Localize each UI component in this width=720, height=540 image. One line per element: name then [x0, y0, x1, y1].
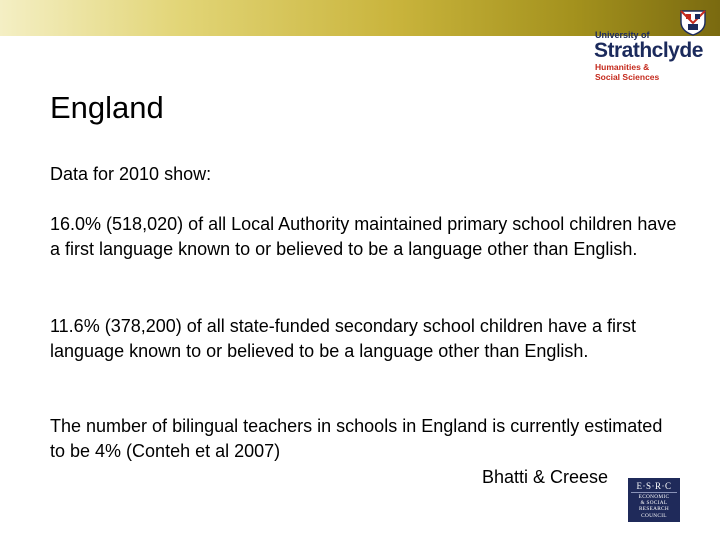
logo-strathclyde: Strathclyde: [594, 39, 703, 62]
citation-authors: Bhatti & Creese: [482, 467, 609, 487]
esrc-logo-line2: & SOCIAL: [640, 500, 668, 507]
paragraph-primary-schools: 16.0% (518,020) of all Local Authority maintained primary school children have a first language known to or believed to be a language other than English.: [50, 214, 677, 259]
logo-faculty-line2: Social Sciences: [595, 71, 660, 82]
slide-title: England: [50, 90, 164, 125]
paragraph-bilingual-teachers: The number of bilingual teachers in schools in England is currently estimated to be 4% (Conteh et al 2007): [50, 416, 663, 461]
logo-faculty: [595, 63, 659, 82]
paragraph-secondary-schools: 11.6% (378,200) of all state-funded secondary school children have a first language known to or believed to be a language other than English.: [50, 316, 637, 361]
university-crest-icon: [678, 8, 708, 36]
esrc-logo-line1: ECONOMIC: [638, 494, 670, 500]
esrc-logo: [628, 478, 680, 522]
intro-text: Data for 2010 show:: [50, 164, 212, 184]
logo-university-of: University of: [595, 30, 650, 40]
logo-faculty-line1: Humanities &: [595, 62, 650, 72]
strathclyde-logo: [592, 6, 714, 86]
esrc-logo-line4: COUNCIL: [641, 512, 667, 519]
esrc-logo-acronym: E·S·R·C: [631, 481, 677, 493]
esrc-logo-line3: RESEARCH: [638, 506, 670, 513]
